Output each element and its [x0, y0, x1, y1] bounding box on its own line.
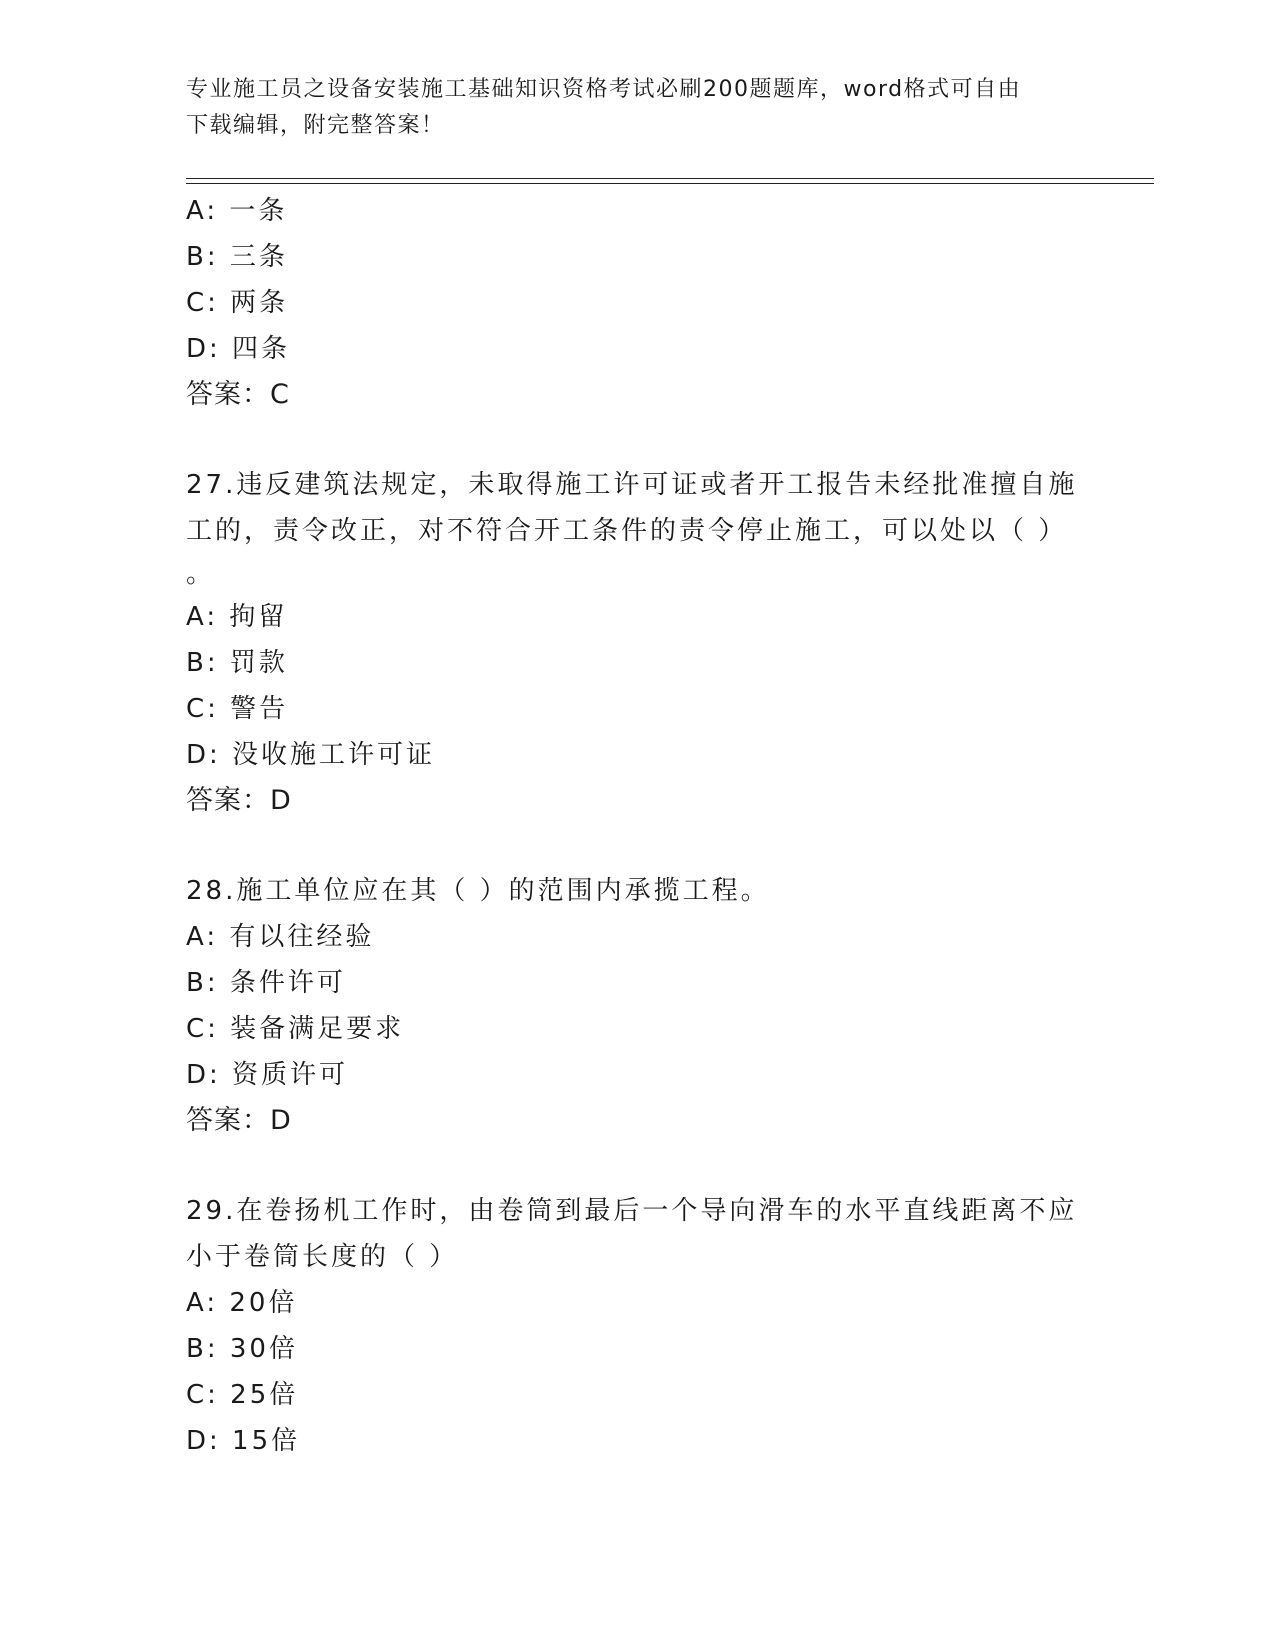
option-d: D: 资质许可 — [186, 1060, 349, 1090]
answer: 答案：C — [186, 379, 290, 410]
option-a: A: 拘留 — [186, 602, 288, 632]
option-c: C: 25倍 — [186, 1380, 299, 1410]
question-list — [186, 188, 1086, 1464]
question-stem-line: 28.施工单位应在其（ ）的范围内承揽工程。 — [186, 876, 770, 906]
header-line-1: 专业施工员之设备安装施工基础知识资格考试必刷200题题库，word格式可自由 — [186, 77, 1022, 102]
option-d: D: 四条 — [186, 334, 291, 364]
header-divider-bottom — [186, 183, 1154, 184]
option-d: D: 15倍 — [186, 1426, 301, 1456]
option-a: A: 20倍 — [186, 1288, 298, 1318]
answer: 答案：D — [186, 785, 292, 816]
option-a: A: 有以往经验 — [186, 922, 375, 952]
question-stem-line: 小于卷筒长度的（ ） — [186, 1242, 459, 1272]
question-stem-line: 29.在卷扬机工作时，由卷筒到最后一个导向滑车的水平直线距离不应 — [186, 1196, 1078, 1226]
question-stem-line: 。 — [186, 559, 216, 589]
answer: 答案：D — [186, 1105, 292, 1136]
option-b: B: 30倍 — [186, 1334, 298, 1364]
header-line-2: 下载编辑，附完整答案！ — [186, 113, 445, 138]
option-b: B: 罚款 — [186, 648, 288, 678]
question-stem-line: 工的，责令改正，对不符合开工条件的责令停止施工，可以处以（ ） — [186, 516, 1068, 546]
question-27 — [186, 462, 1086, 824]
question-29 — [186, 1188, 1086, 1464]
option-d: D: 没收施工许可证 — [186, 740, 436, 770]
option-b: B: 三条 — [186, 242, 288, 272]
document-header — [186, 72, 1066, 144]
question-26 — [186, 188, 1086, 418]
option-c: C: 警告 — [186, 694, 289, 724]
option-c: C: 两条 — [186, 288, 289, 318]
option-c: C: 装备满足要求 — [186, 1014, 405, 1044]
question-stem-line: 27.违反建筑法规定，未取得施工许可证或者开工报告未经批准擅自施 — [186, 470, 1078, 500]
header-divider-top — [186, 178, 1154, 179]
option-b: B: 条件许可 — [186, 968, 346, 998]
question-28 — [186, 868, 1086, 1144]
option-a: A: 一条 — [186, 196, 288, 226]
